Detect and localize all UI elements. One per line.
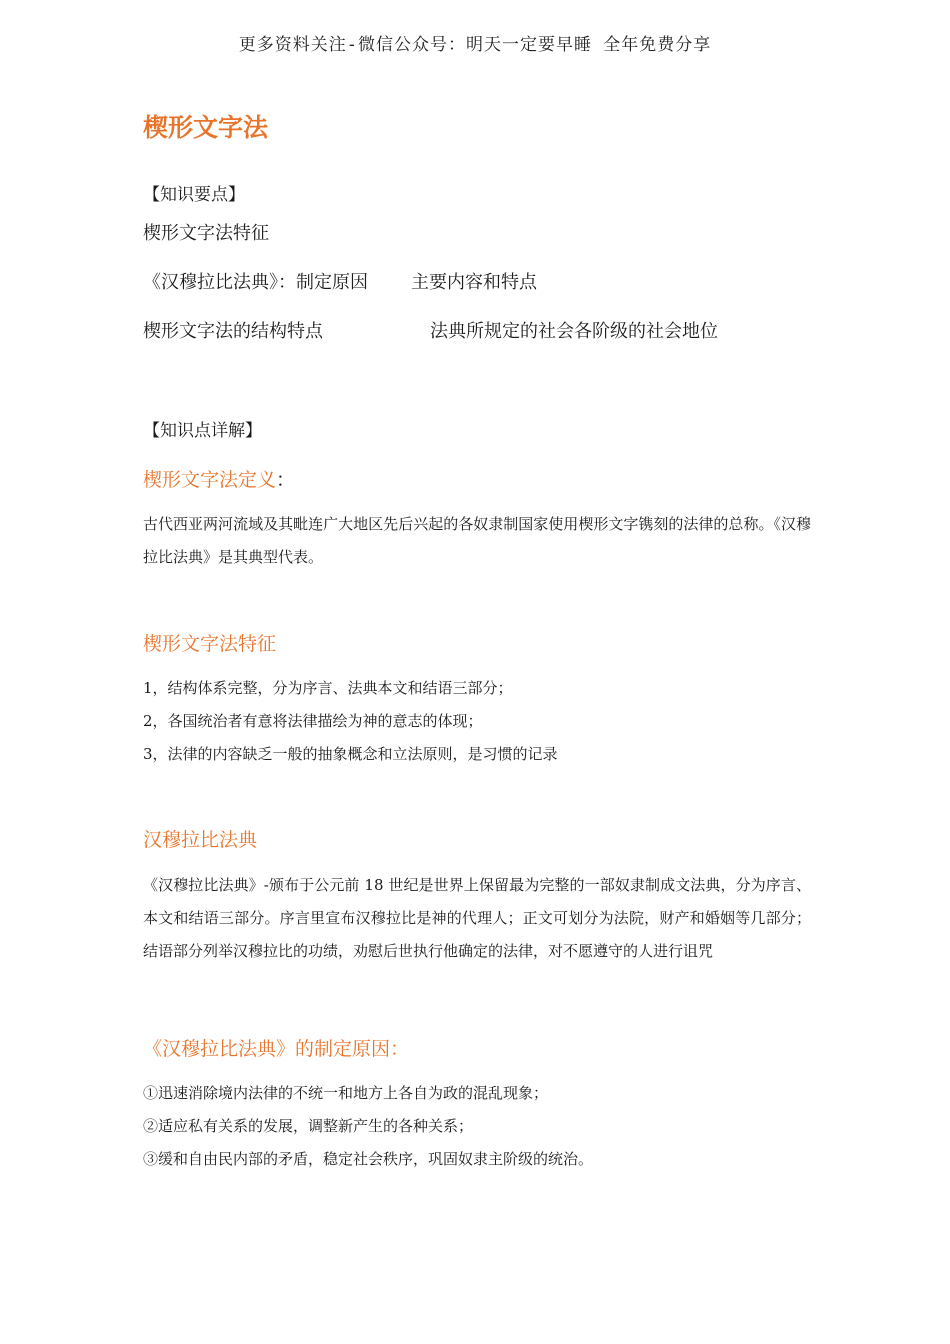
header-banner: 更多资料关注-微信公众号：明天一定要早睡 全年免费分享 bbox=[238, 35, 712, 55]
details-label: 【知识点详解】 bbox=[143, 421, 262, 441]
key-point-item: 楔形文字法特征 bbox=[143, 223, 269, 244]
list-item: ②适应私有关系的发展，调整新产生的各种关系； bbox=[143, 1117, 474, 1135]
list-item: 3，法律的内容缺乏一般的抽象概念和立法原则，是习惯的记录 bbox=[143, 745, 558, 763]
list-item: ①迅速消除境内法律的不统一和地方上各自为政的混乱现象； bbox=[143, 1084, 549, 1102]
section-heading-colon: ： bbox=[276, 469, 296, 491]
section-heading-reasons: 《汉穆拉比法典》的制定原因： bbox=[143, 1038, 410, 1060]
section-heading-features: 楔形文字法特征 bbox=[143, 633, 277, 655]
section-heading-definition bbox=[143, 465, 295, 492]
features-list bbox=[143, 672, 811, 771]
list-item: ③缓和自由民内部的矛盾，稳定社会秩序，巩固奴隶主阶级的统治。 bbox=[143, 1150, 594, 1168]
section-heading-code: 汉穆拉比法典 bbox=[143, 829, 258, 851]
key-point-item: 主要内容和特点 bbox=[411, 272, 537, 293]
key-point-item: 楔形文字法的结构特点 bbox=[143, 321, 323, 342]
section-heading-text: 楔形文字法定义 bbox=[143, 469, 277, 491]
key-point-item: 法典所规定的社会各阶级的社会地位 bbox=[430, 321, 718, 342]
page-title: 楔形文字法 bbox=[143, 113, 269, 142]
definition-paragraph: 古代西亚两河流域及其毗连广大地区先后兴起的各奴隶制国家使用楔形文字镌刻的法律的总称。《汉穆拉比法典》是其典型代表。 bbox=[143, 515, 811, 566]
list-item: 2，各国统治者有意将法律描绘为神的意志的体现； bbox=[143, 712, 483, 730]
list-item: 1，结构体系完整，分为序言、法典本文和结语三部分； bbox=[143, 679, 513, 697]
key-point-item: 《汉穆拉比法典》：制定原因 bbox=[143, 272, 368, 293]
key-points-label: 【知识要点】 bbox=[143, 185, 245, 205]
code-paragraph: 《汉穆拉比法典》-颁布于公元前 18 世纪是世界上保留最为完整的一部奴隶制成文法典，分为序言、本文和结语三部分。序言里宣布汉穆拉比是神的代理人；正文可划分为法院，财产和婚姻等几部分；结语部分列举汉穆拉比的功绩，劝慰后世执行他确定的法律，对不愿遵守的人进行诅咒 bbox=[143, 876, 811, 960]
reasons-list bbox=[143, 1077, 811, 1176]
